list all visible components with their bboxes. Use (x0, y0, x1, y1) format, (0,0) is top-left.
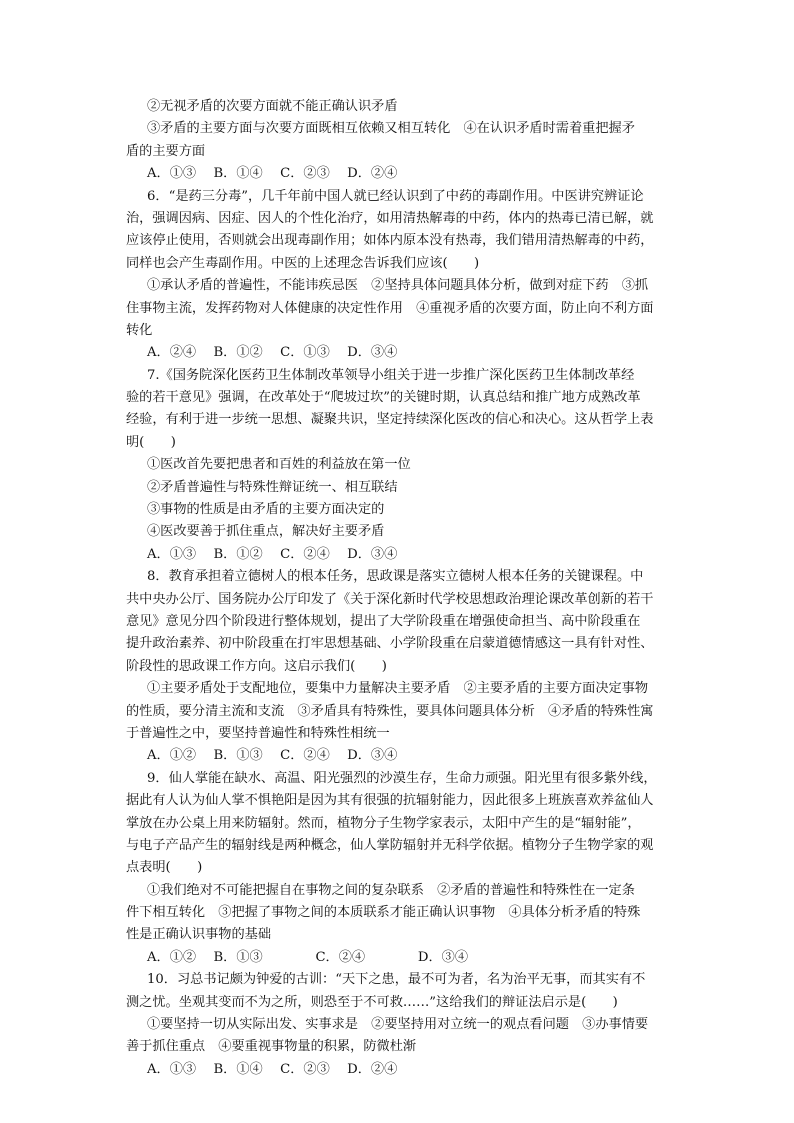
question-8-option: ①主要矛盾处于支配地位，要集中力量解决主要矛盾 ②主要矛盾的主要方面决定事物 (147, 681, 649, 697)
question-7-stem: 7.《国务院深化医药卫生体制改革领导小组关于进一步推广深化医药卫生体制改革经 (147, 367, 635, 383)
answer-choices: A．①③ B．①④ C．②③ D．②④ (147, 1061, 398, 1077)
question-7-option: ③事物的性质是由矛盾的主要方面决定的 (147, 502, 385, 518)
question-6-stem: 治，强调因病、因症、因人的个性化治疗，如用清热解毒的中药，体内的热毒已清已解，就 (126, 210, 654, 226)
option-text: 盾的主要方面 (126, 143, 206, 159)
question-7-option: ④医改要善于抓住重点，解决好主要矛盾 (147, 524, 385, 540)
answer-choices: A．①③ B．①② C．②④ D．③④ (147, 546, 398, 562)
answer-choices: A．①② B．①③ C．②④ D．③④ (147, 949, 469, 965)
question-8-stem: 阶段性的思政课工作方向。这启示我们( ) (126, 658, 387, 674)
question-8-option: 的性质，要分清主流和支流 ③矛盾具有特殊性，要具体问题具体分析 ④矛盾的特殊性寓 (126, 703, 654, 719)
question-9-stem: 据此有人认为仙人掌不惧艳阳是因为其有很强的抗辐射能力，因此很多上班族喜欢养盆仙人 (126, 793, 654, 809)
question-9-stem: 9．仙人掌能在缺水、高温、阳光强烈的沙漠生存，生命力顽强。阳光里有很多紫外线， (147, 770, 657, 786)
question-9-stem: 与电子产品产生的辐射线是两种概念，仙人掌防辐射并无科学依据。植物分子生物学家的观 (126, 837, 654, 853)
question-6-option: 住事物主流，发挥药物对人体健康的决定性作用 ④重视矛盾的次要方面，防止向不利方面 (126, 300, 654, 316)
question-10-option: 善于抓住重点 ④要重视事物量的积累，防微杜渐 (126, 1039, 417, 1055)
question-9-option: 件下相互转化 ③把握了事物之间的本质联系才能正确认识事物 ④具体分析矛盾的特殊 (126, 905, 641, 921)
document-page (126, 96, 674, 1081)
question-7-stem: 明( ) (126, 434, 176, 450)
answer-choices: A．②④ B．①② C．①③ D．③④ (147, 345, 398, 361)
question-6-stem: 同样也会产生毒副作用。中医的上述理念告诉我们应该( ) (126, 255, 480, 271)
question-10-option: ①要坚持一切从实际出发、实事求是 ②要坚持用对立统一的观点看问题 ③办事情要 (147, 1017, 649, 1033)
question-10-stem: 10．习总书记颇为钟爱的古训：“天下之患，最不可为者，名为治平无事，而其实有不 (147, 972, 646, 988)
question-9-stem: 点表明( ) (126, 860, 203, 876)
question-9-option: ①我们绝对不可能把握自在事物之间的复杂联系 ②矛盾的普遍性和特殊性在一定条 (147, 882, 635, 898)
question-8-stem: 提升政治素养、初中阶段重在打牢思想基础、小学阶段重在启蒙道德情感这一具有针对性、 (126, 636, 654, 652)
question-6-option: 转化 (126, 322, 153, 338)
question-7-option: ②矛盾普遍性与特殊性辩证统一、相互联结 (147, 479, 398, 495)
question-8-stem: 共中央办公厅、国务院办公厅印发了《关于深化新时代学校思想政治理论课改革创新的若干 (126, 591, 654, 607)
question-10-stem: 测之忧。坐观其变而不为之所，则恐至于不可救……”这给我们的辩证法启示是( ) (126, 994, 618, 1010)
question-6-option: ①承认矛盾的普遍性，不能讳疾忌医 ②坚持具体问题具体分析，做到对症下药 ③抓 (147, 278, 649, 294)
question-8-stem: 8．教育承担着立德树人的根本任务，思政课是落实立德树人根本任务的关键课程。中 (147, 569, 644, 585)
question-8-option: 于普遍性之中，要坚持普遍性和特殊性相统一 (126, 725, 390, 741)
answer-choices: A．①② B．①③ C．②④ D．③④ (147, 748, 398, 764)
question-7-stem: 经验，有利于进一步统一思想、凝聚共识，坚定持续深化医改的信心和决心。这从哲学上表 (126, 412, 654, 428)
question-8-stem: 意见》意见分四个阶段进行整体规划，提出了大学阶段重在增强使命担当、高中阶段重在 (126, 613, 641, 629)
question-9-option: 性是正确认识事物的基础 (126, 927, 272, 943)
option-text: ③矛盾的主要方面与次要方面既相互依赖又相互转化 ④在认识矛盾时需着重把握矛 (147, 121, 635, 137)
question-7-stem: 验的若干意见》强调，在改革处于“爬坡过坎”的关键时期，认真总结和推广地方成熟改革 (126, 390, 641, 406)
question-7-option: ①医改首先要把患者和百姓的利益放在第一位 (147, 457, 411, 473)
question-6-stem: 6．“是药三分毒”，几千年前中国人就已经认识到了中药的毒副作用。中医讲究辨证论 (147, 188, 644, 204)
question-9-stem: 掌放在办公桌上用来防辐射。然而，植物分子生物学家表示，太阳中产生的是“辐射能”， (126, 815, 641, 831)
option-text: ②无视矛盾的次要方面就不能正确认识矛盾 (147, 99, 398, 114)
answer-choices: A．①③ B．①④ C．②③ D．②④ (147, 166, 398, 182)
question-6-stem: 应该停止使用，否则就会出现毒副作用；如体内原本没有热毒，我们错用清热解毒的中药， (126, 233, 654, 249)
